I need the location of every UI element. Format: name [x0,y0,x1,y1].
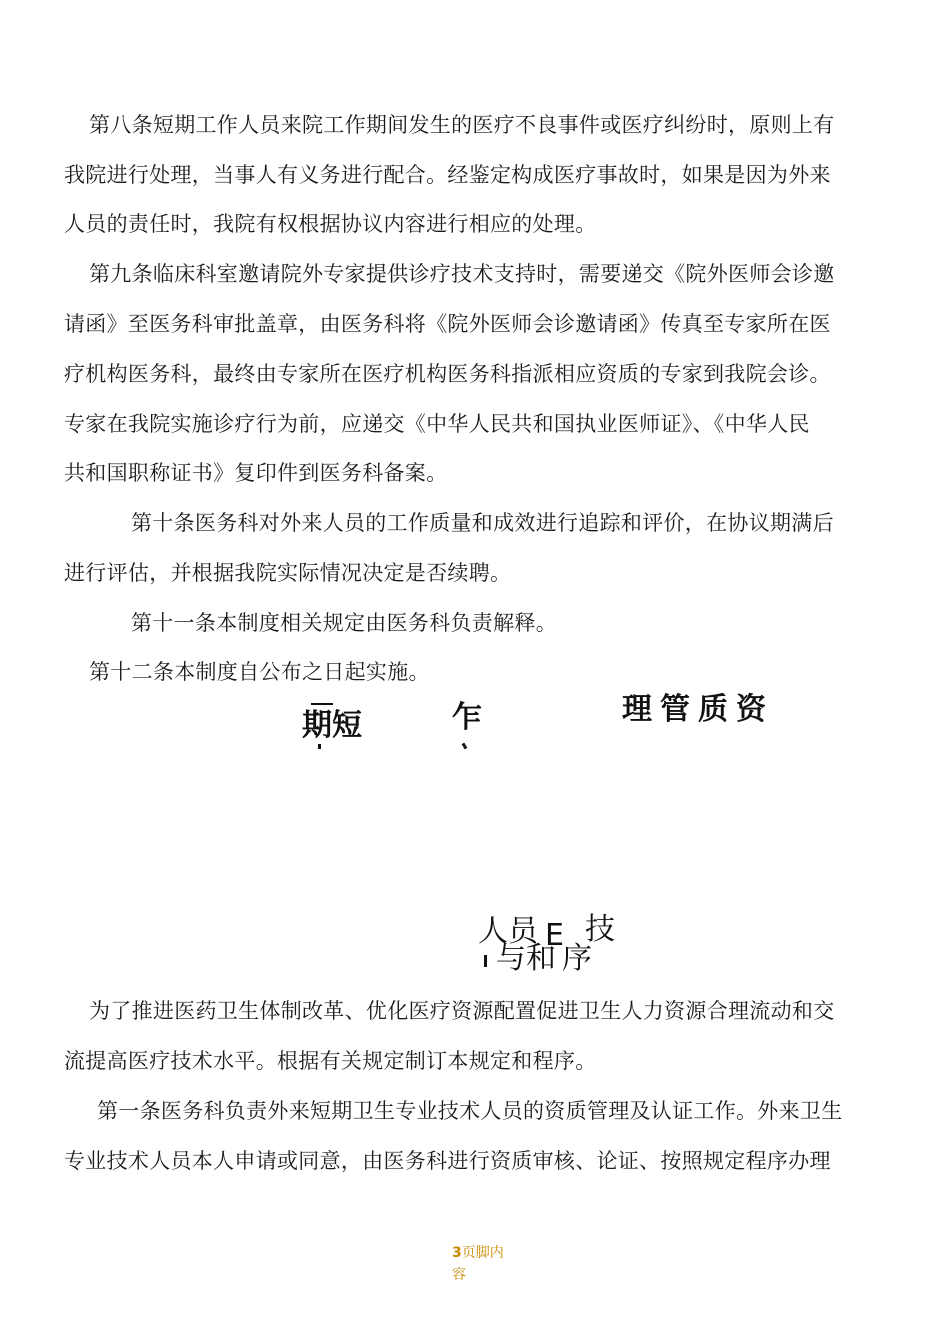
heading-stroke [311,703,333,705]
article8-line1: 第八条短期工作人员来院工作期间发生的医疗不良事件或医疗纠纷时，原则上有 [89,113,835,137]
article9-line5: 共和国职称证书》复印件到医务科备案。 [64,461,448,485]
article10-line1: 第十条医务科对外来人员的工作质量和成效进行追踪和评价，在协议期满后 [131,511,834,535]
heading-fragment-8: 序 [562,941,592,976]
intro-line1: 为了推进医药卫生体制改革、优化医疗资源配置促进卫生人力资源合理流动和交 [89,999,835,1023]
heading-stroke [318,744,321,749]
article12-line: 第十二条本制度自公布之日起实施。 [89,660,430,684]
heading-stroke [462,743,468,750]
article9-line2: 请函》至医务科审批盖章，由医务科将《院外医师会诊邀请函》传真至专家所在医 [64,312,831,336]
heading-fragment-6: 技 [585,912,615,947]
heading-fragment-5: E [545,918,564,953]
heading-fragment-3: 理管质资 [622,692,774,727]
heading-fragment-1: 期短 [302,708,362,743]
article11-line: 第十一条本制度相关规定由医务科负责解释。 [131,611,557,635]
article8-line3: 人员的责任时，我院有权根据协议内容进行相应的处理。 [64,212,597,236]
page-footer [452,1242,512,1286]
intro-line2: 流提高医疗技术水平。根据有关规定制订本规定和程序。 [64,1049,597,1073]
page-number: 3 [452,1245,462,1261]
heading-fragment-2: 乍 [452,700,482,735]
heading-stroke [484,955,487,967]
article9-line3: 疗机构医务科，最终由专家所在医疗机构医务科指派相应资质的专家到我院会诊。 [64,362,831,386]
article10-line2: 进行评估，并根据我院实际情况决定是否续聘。 [64,561,512,585]
footer-text: 页脚内容 [452,1245,504,1283]
heading-fragment-7: 与和 [496,941,556,976]
article1-line2: 专业技术人员本人申请或同意，由医务科进行资质审核、论证、按照规定程序办理 [64,1149,831,1173]
article9-line4: 专家在我院实施诊疗行为前，应递交《中华人民共和国执业医师证》、《中华人民 [64,412,810,436]
article8-line2: 我院进行处理，当事人有义务进行配合。经鉴定构成医疗事故时，如果是因为外来 [64,163,831,187]
article9-line1: 第九条临床科室邀请院外专家提供诊疗技术支持时，需要递交《院外医师会诊邀 [89,262,835,286]
heading-fragment-4: 人员 [478,914,538,949]
article1-line1: 第一条医务科负责外来短期卫生专业技术人员的资质管理及认证工作。外来卫生 [97,1099,843,1123]
